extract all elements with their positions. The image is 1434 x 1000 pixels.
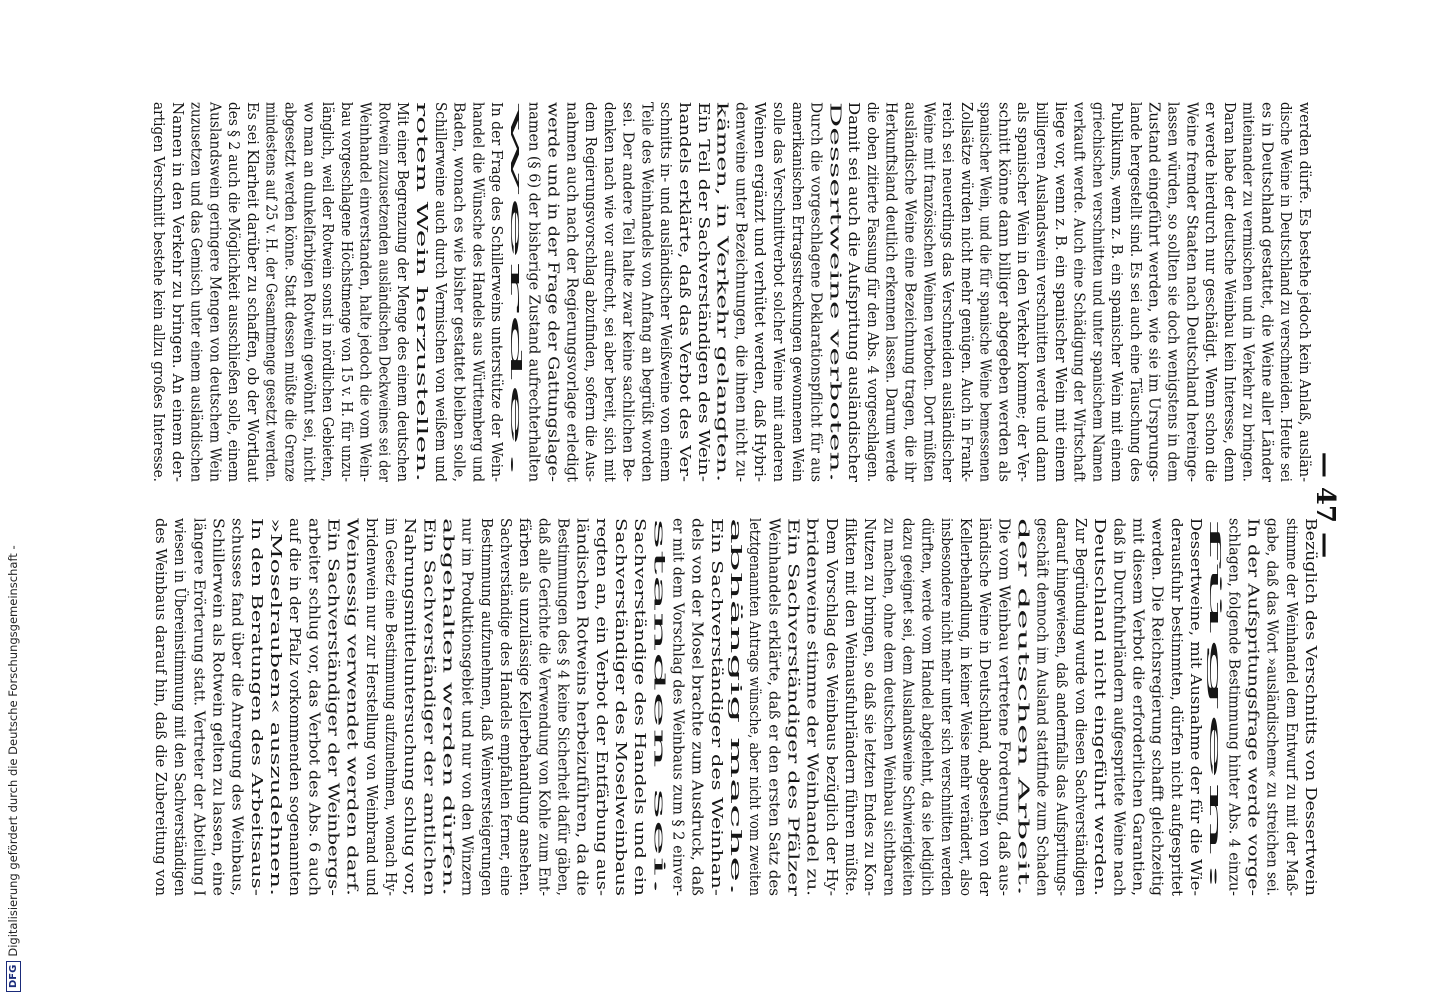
text-line: artigen Verschnitt bestehe kein allzu großes Interesse.: [150, 102, 168, 525]
text-line: werden. Die Reichsregierung schafft gleichzeitig: [1148, 518, 1167, 895]
text-line: ländische Weine in Deutschland, abgesehen von der: [976, 518, 995, 920]
text-line: »Moselrauben« auszudehnen.: [267, 518, 285, 749]
text-line: darauf hingewiesen, daß andernfalls das Aufspritungs-: [1052, 518, 1071, 941]
text-line: Sachverständige des Handels und ein: [631, 518, 650, 809]
text-line: flikten mit den Weinausfuhrländern führen müßte.: [842, 518, 860, 908]
text-line: verkauft werde. Auch eine Schädigung der Wirtschaft: [1070, 102, 1089, 518]
text-line: werde.: [507, 102, 525, 155]
text-line: Nutzen zu bringen, so daß sie letzten Endes zu Kon-: [861, 518, 880, 921]
text-line: nur im Produktionsgebiet und nur von den Winzern: [458, 518, 477, 916]
text-line: Baden, wonach es wie bisher gestattet bleiben solle,: [450, 102, 469, 507]
text-line: Es sei Klarheit darüber zu schaffen, ob der Wortlaut: [243, 102, 262, 505]
text-line: In der Aufspritungsfrage werde vorge-: [1244, 518, 1263, 816]
text-line: gabe, daß das Wort »ausländischem« zu streichen sei.: [1263, 518, 1282, 936]
text-line: er mit dem Vorschlag des Weinbaus zum § 2 einver-: [669, 518, 688, 916]
text-line: denken nach wie vor aufrecht, sei aber bereit, sich mit: [600, 102, 619, 525]
text-line: Sachverständiger des Moselweinbaus: [612, 518, 630, 810]
text-line: Auslandswein geringere Mengen von deutschem Wein: [206, 102, 225, 521]
text-line: kämen, in Verkehr gelangten.: [713, 102, 732, 331]
text-line: Daran habe der deutsche Weinbau kein Interesse, denn: [1220, 102, 1239, 531]
text-line: denweine unter Bezeichnungen, die ihnen nicht zu-: [732, 102, 751, 499]
text-line: fügen:: [1206, 518, 1225, 568]
text-line: Weinessig verwendet werden darf.: [343, 518, 362, 785]
right-column: [152, 518, 1320, 963]
text-line: werden dürfe. Es bestehe jedoch kein Anlaß, auslän-: [1296, 102, 1314, 508]
text-line: Ein Sachverständiger der amtlichen: [420, 518, 439, 797]
text-line: färben als unzulässige Kellerbehandlung ansehen.: [516, 518, 535, 906]
text-line: Publikums, wenn z. B. ein spanischer Wein mit einem: [1108, 102, 1127, 514]
text-line: Durch die vorgeschlagene Deklarationspflicht für aus: [807, 102, 826, 516]
text-line: regten an, ein Verbot der Entfärbung aus-: [592, 518, 611, 842]
text-line: werde und in der Frage der Gattungslage-: [544, 102, 563, 429]
text-line: der deutschen Arbeit.: [1014, 518, 1033, 686]
text-line: Zollsätze würden nicht mehr genügen. Auch in Frank-: [957, 102, 976, 520]
text-line: miteinander zu vermischen und in Verkehr zu bringen.: [1239, 102, 1258, 525]
text-line: In der Frage des Schillerweins unterstütze der Wein-: [488, 102, 507, 512]
text-line: Rotwein zuzusetzenden ausländischen Deckweines sei der: [375, 102, 394, 553]
text-line: mindestens auf 25 v. H. der Gesamtmenge gesetzt werden.: [262, 102, 281, 557]
text-line: abgehalten werden dürfen.: [439, 518, 458, 728]
text-line: zuzusetzen und das Gemisch unter einem ausländischen: [187, 102, 206, 538]
text-line: Schillerweine auch durch Vermischen von weißem und: [431, 102, 450, 526]
text-line: dische Weine in Deutschland zu verschneiden. Heute sei: [1277, 102, 1296, 538]
text-line: zu machen, ohne dem deutschen Weinbau sichtbaren: [880, 518, 899, 929]
text-line: billigeren Auslandswein verschnitten werde und dann: [1033, 102, 1051, 519]
text-line: schnitts in- und ausländischer Weißweine von einem: [657, 102, 676, 507]
text-line: wo man an dunkelfarbigen Rotwein gewöhnt sei, nicht: [300, 102, 319, 523]
text-line: im Gesetz eine Bestimmung aufzunehmen, wonach Hy-: [382, 518, 400, 943]
text-line: Zustand eingeführt werden, wie sie im Ursprungs-: [1145, 102, 1164, 492]
text-line: standen sei.: [650, 518, 669, 611]
text-line: Weine fremder Staaten nach Deutschland hereinge-: [1183, 102, 1202, 503]
text-line: insbesondere nicht mehr unter sich verschnitten werden: [937, 518, 956, 957]
text-line: schnitt könne dann billiger abgegeben werden als: [995, 102, 1014, 489]
text-line: daß alle Gerichte die Verwendung von Kohle zum Ent-: [535, 518, 554, 936]
text-line: bridenwein nur zur Herstellung von Weinbrand und: [362, 518, 381, 918]
text-line: Ein Sachverständiger des Pfälzer: [784, 518, 803, 775]
text-line: Weinen ergänzt und verhütet werden, daß Hybri-: [751, 102, 770, 482]
text-line: Herkunftsland deutlich erkennen lassen. Darum werde: [882, 102, 901, 527]
text-line: die oben zitierte Fassung für den Abs. 4 vorgeschlagen.: [863, 102, 882, 532]
text-line: Dessertweine verboten.: [826, 102, 845, 285]
text-line: lassen würden, so sollten sie doch wenigstens in dem: [1164, 102, 1183, 515]
text-line: Teile des Weinhandels von Anfang an begrüßt worden: [638, 102, 657, 518]
text-line: des § 2 auch die Möglichkeit ausschließen solle, einem: [225, 102, 244, 525]
text-line: Zur Begründung wurde von diesen Sachverständigen: [1072, 518, 1090, 931]
text-line: Deutschland nicht eingeführt werden.: [1091, 518, 1110, 812]
text-line: Dessertweine, mit Ausnahme der für die Wie-: [1187, 518, 1205, 869]
text-line: solle das Verschnittverbot solcher Weine mit anderen: [770, 102, 788, 514]
text-line: bau vorgeschlagene Höchstmenge von 15 v. H. für unzu-: [337, 102, 356, 539]
text-line: Namen in den Verkehr zu bringen. An einem der-: [168, 102, 187, 482]
text-line: es in Deutschland gestattet, die Weine aller Länder: [1258, 102, 1277, 499]
text-line: schusses fand über die Anregung des Weinbaus,: [228, 518, 247, 891]
text-line: Weinhandels erklärte, daß er den ersten Satz des: [765, 518, 784, 899]
text-line: lande hergestellt sind. Es sei auch eine Täuschung des: [1126, 102, 1145, 525]
dfg-logo: DFG: [6, 961, 21, 992]
text-line: geschäft dennoch im Ausland stattfinde zum Schaden: [1033, 518, 1052, 932]
text-line: dem Regierungsvorschlag abzufinden, sofern die Aus-: [582, 102, 601, 518]
text-line: auf die in der Pfalz vorkommenden sogenannten: [286, 518, 305, 892]
text-line: ländischen Rotweins herbeizuführen, da die: [573, 518, 592, 858]
text-line: Ein Sachverständiger der Weinbergs-: [324, 518, 343, 807]
text-line: Nahrungsmitteluntersuchung schlug vor,: [401, 518, 420, 836]
text-line: Dem Vorschlag des Weinbaus bezüglich der Hy-: [822, 518, 841, 887]
text-line: Bestimmung aufzunehmen, daß Weinversteigerungen: [477, 518, 496, 932]
text-line: dürften, werde vom Handel abgelehnt, da sie lediglich: [918, 518, 937, 938]
text-line: namen (§ 6) der bisherige Zustand aufrechterhalten: [525, 102, 544, 503]
text-line: abhängig mache.: [727, 518, 745, 651]
text-line: mit diesem Verbot die erforderlichen Garantien,: [1129, 518, 1148, 890]
text-line: Schillerwein als Rotwein gelten zu lassen, eine: [209, 518, 228, 881]
text-line: wiesen in Übereinstimmung mit den Sachverständigen: [171, 518, 190, 942]
text-line: sei. Der andere Teil halte zwar keine sachlichen Be-: [619, 102, 638, 503]
text-line: griechischen verschnitten und unter spanischem Namen: [1089, 102, 1108, 539]
text-line: Damit sei auch die Aufspritung ausländischer: [845, 102, 864, 454]
text-line: reich sei neuerdings das Verschneiden ausländischer: [939, 102, 957, 512]
text-line: Weine mit französischen Weinen verboten. Dort müßten: [920, 102, 939, 534]
text-line: er werde hierdurch nur geschädigt. Wenn schon die: [1202, 102, 1221, 504]
text-line: bridenweine stimme der Weinhandel zu.: [803, 518, 822, 829]
text-line: handel die Wünsche des Handels aus Württemberg und: [469, 102, 488, 531]
text-line: spanischer Wein, und die für spanische Weine bemessenen: [976, 102, 995, 557]
text-line: handels erklärte, daß das Verbot des Ver-: [676, 102, 694, 422]
text-line: stimme der Weinhandel dem Entwurf zu mit der Maß-: [1282, 518, 1301, 935]
digitization-credit: [0, 0, 26, 1000]
text-line: Ein Sachverständiger des Weinhan-: [707, 518, 726, 793]
text-line: des Weinbaus darauf hin, daß die Zubereitung von: [152, 518, 170, 908]
text-line: längere Erörterung statt. Vertreter der Abteilung I: [190, 518, 209, 910]
page-number: — 47 —: [1310, 451, 1340, 559]
text-line: ausländische Weine eine Bezeichnung tragen, die ihr: [901, 102, 920, 512]
text-line: Sachverständige des Handels empfahlen ferner, eine: [497, 518, 515, 926]
text-line: arbeiter schlug vor, das Verbot des Abs. 6 auch: [305, 518, 324, 882]
text-line: dazu geeignet sei, dem Auslandsweine Schwierigkeiten: [899, 518, 918, 947]
text-line: amerikanischen Ertragsstreckungen gewonnenen Wein: [788, 102, 807, 529]
text-line: Mit einer Begrenzung der Menge des einem deutschen: [394, 102, 413, 528]
text-line: als spanischer Wein in den Verkehr komme; der Ver-: [1014, 102, 1033, 507]
text-line: letztgenannten Antrags wünsche, aber nicht vom zweiten: [746, 518, 765, 963]
text-line: Kellerbehandlung, in keiner Weise mehr verändert, also: [957, 518, 975, 950]
text-line: liege vor, wenn z. B. ein spanischer Wein mit einem: [1051, 102, 1070, 499]
text-line: Ein Teil der Sachverständigen des Wein-: [694, 102, 713, 414]
text-line: In den Beratungen des Arbeitsaus-: [247, 518, 266, 787]
text-line: abgesetzt werden könne. Statt dessen müßte die Grenze: [281, 102, 300, 539]
text-line: nahmen auch nach der Regierungsvorlage erledigt: [563, 102, 582, 495]
text-line: Weinhandel einverstanden, halte jedoch die vom Wein-: [356, 102, 375, 525]
text-line: derausfuhr bestimmten, dürfen nicht aufgespritet: [1167, 518, 1186, 903]
text-line: daß in Durchfuhrländern aufgespritete Weine nach: [1110, 518, 1129, 913]
text-line: Bezüglich des Verschnitts von Dessertwein: [1302, 518, 1320, 850]
digitization-credit-text: Digitalisierung gefördert durch die Deutsche Forschungsgemeinschaft -: [6, 545, 20, 957]
text-line: dels von der Mosel brachte zum Ausdruck, daß: [688, 518, 707, 882]
text-line: rotem Wein herzustellen.: [413, 102, 431, 296]
text-line: Die vom Weinbau vertretene Forderung, daß aus-: [995, 518, 1014, 900]
text-line: Bestimmungen des § 4 keine Sicherheit dafür gäben,: [554, 518, 573, 927]
text-line: schlagen, folgende Bestimmung hinter Abs. 4 einzu-: [1225, 518, 1244, 921]
text-line: länglich, weil der Rotwein sonst in nördlichen Gebieten,: [319, 102, 338, 536]
